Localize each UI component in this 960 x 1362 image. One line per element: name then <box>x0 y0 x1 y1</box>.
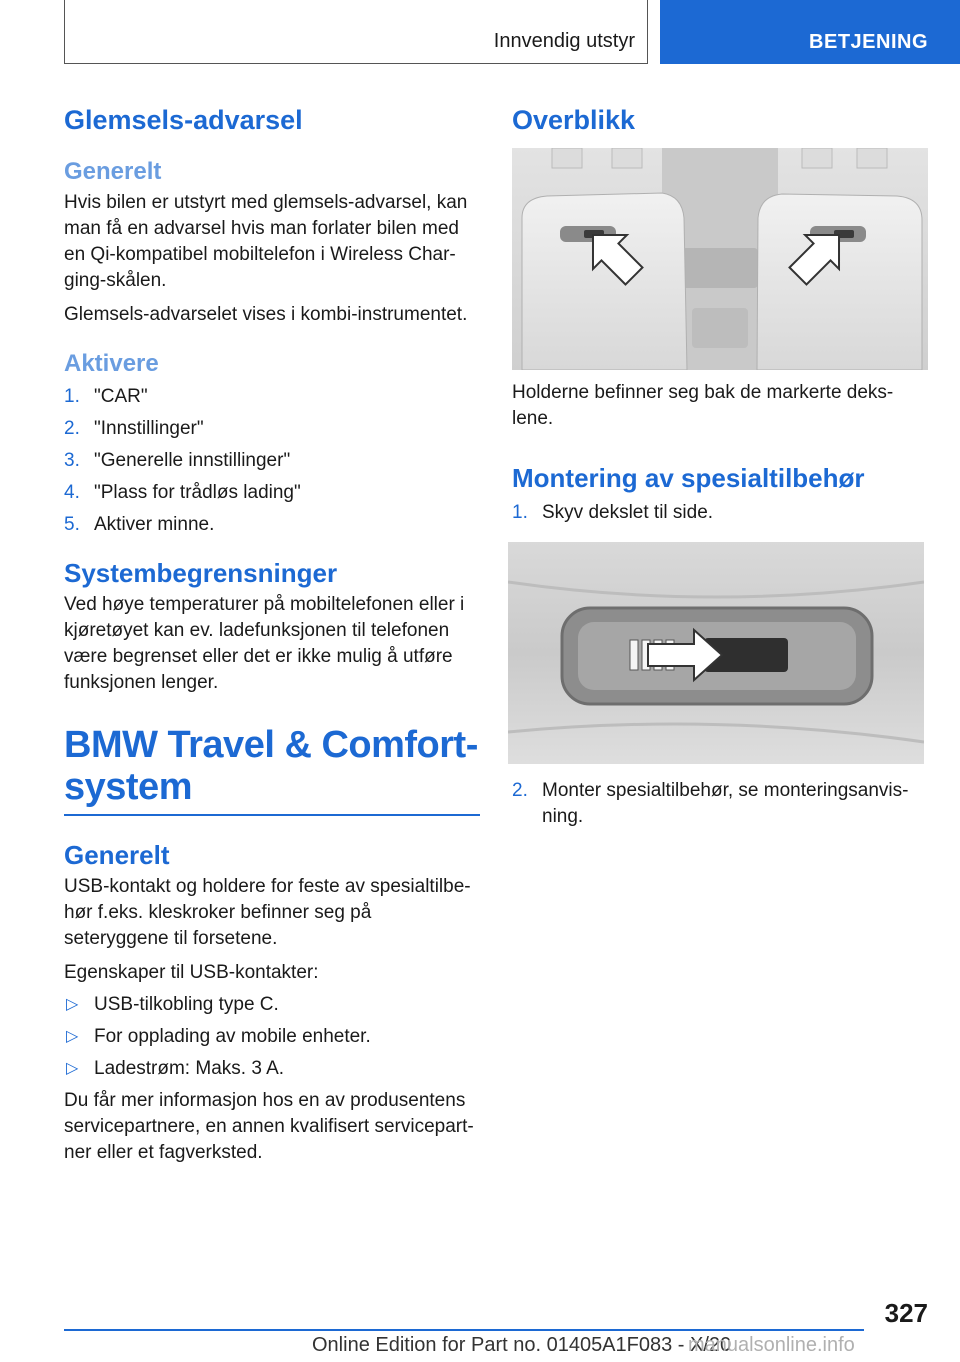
cover-slide-illustration <box>508 542 924 764</box>
triangle-bullet-icon: ▷ <box>66 1060 79 1077</box>
generelt-paragraph-1: Hvis bilen er utstyrt med glemsels-advarsel, kan man få en advarsel hvis man forlater bilen med en Qi-kompatibel mobiltelefon i Wireless Char-ging-skålen. <box>64 192 468 291</box>
step-item: 5. Aktiver minne. <box>64 514 215 535</box>
step-item: 4. "Plass for trådløs lading" <box>64 482 301 503</box>
bullet-item: ▷ Ladestrøm: Maks. 3 A. <box>64 1056 480 1082</box>
generelt-heading-2: Generelt <box>64 840 170 870</box>
header-section-title: Innvendig utstyr <box>493 30 635 52</box>
footer-rule <box>64 1329 864 1331</box>
page-number: 327 <box>884 1298 928 1328</box>
closing-paragraph: Du får mer informasjon hos en av produsentens servicepartnere, en annen kvalifisert servicepart-ner eller et fagverksted. <box>64 1090 474 1163</box>
seat-backs-illustration <box>512 148 928 370</box>
fig1-caption: Holderne befinner seg bak de markerte deks-lene. <box>512 382 894 429</box>
watermark-text: manualsonline.info <box>688 1334 855 1356</box>
usb-bullets <box>64 992 480 1082</box>
egenskaper-paragraph: Egenskaper til USB-kontakter: <box>64 962 319 983</box>
header-chapter-label: BETJENING <box>809 31 928 53</box>
edition-text: Online Edition for Part no. 01405A1F083 - X/20 <box>312 1334 732 1356</box>
montering-steps-1 <box>512 500 928 526</box>
overblikk-heading: Overblikk <box>512 105 636 135</box>
left-column <box>64 100 480 1166</box>
triangle-bullet-icon: ▷ <box>66 1028 79 1045</box>
glemsels-heading: Glemsels-advarsel <box>64 105 303 135</box>
aktivere-steps <box>64 384 480 538</box>
header-chapter-tab <box>660 0 960 64</box>
usb-paragraph: USB-kontakt og holdere for feste av spesialtilbe-hør f.eks. kleskroker befinner seg på seteryggene til forsetene. <box>64 876 471 949</box>
triangle-bullet-icon: ▷ <box>66 996 79 1013</box>
systembegrensninger-paragraph: Ved høye temperaturer på mobiltelefonen eller i kjøretøyet kan ev. ladefunksjonen til telefonen være begrenset eller det er ikke mulig å utføre funksjonen lenger. <box>64 594 465 693</box>
step-item: 2. "Innstillinger" <box>64 418 204 439</box>
montering-steps-2 <box>512 778 928 830</box>
step-item: 2. Monter spesialtilbehør, se monteringsanvis-ning. <box>512 780 909 827</box>
right-column <box>512 100 928 830</box>
generelt-paragraph-2: Glemsels-advarselet vises i kombi-instrumentet. <box>64 304 468 325</box>
systembegrensninger-heading: Systembegrensninger <box>64 558 338 588</box>
bullet-item: ▷ USB-tilkobling type C. <box>64 992 480 1018</box>
generelt-heading-1: Generelt <box>64 158 162 185</box>
step-item: 1. Skyv dekslet til side. <box>512 502 714 523</box>
bullet-item: ▷ For opplading av mobile enheter. <box>64 1024 480 1050</box>
travel-comfort-heading: BMW Travel & Comfort- system <box>64 724 478 808</box>
montering-heading: Montering av spesialtilbehør <box>512 463 865 493</box>
header-section-box <box>64 0 648 64</box>
step-item: 3. "Generelle innstillinger" <box>64 450 291 471</box>
aktivere-heading: Aktivere <box>64 350 159 377</box>
step-item: 1. "CAR" <box>64 386 148 407</box>
